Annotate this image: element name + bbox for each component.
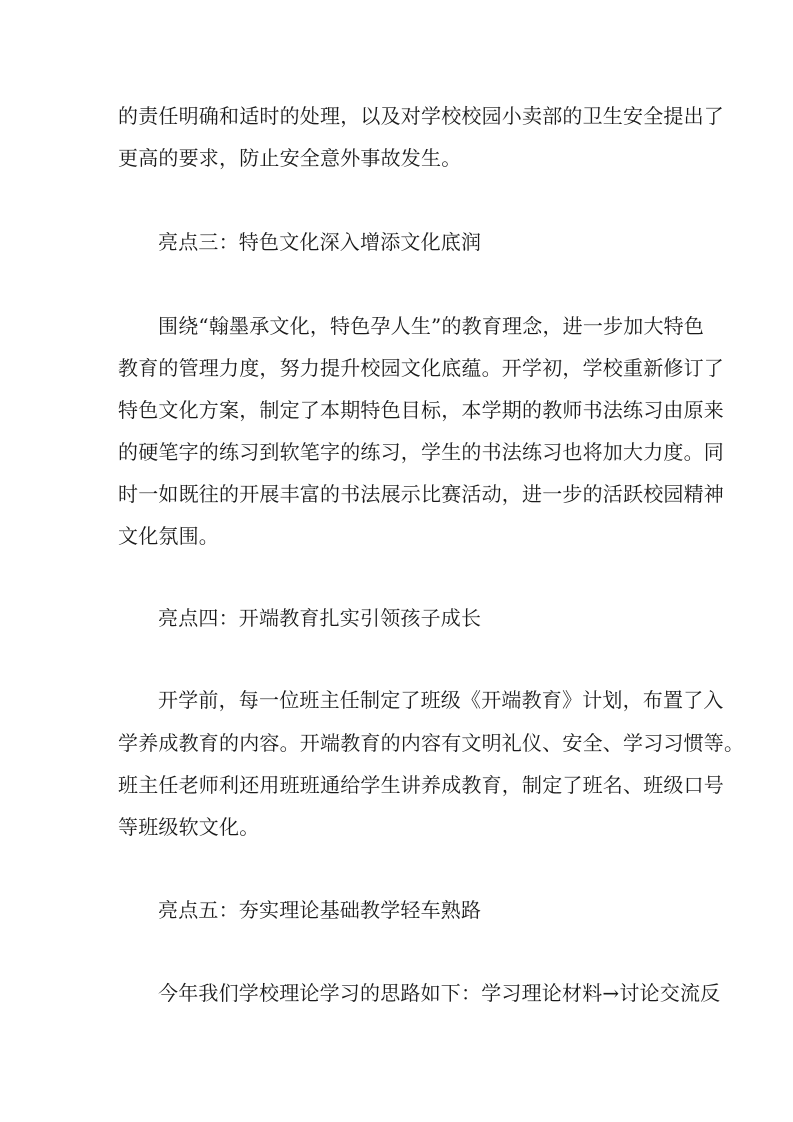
paragraph-line: 文化氛围。 [118, 524, 219, 548]
paragraph-line: 的责任明确和适时的处理，以及对学校校园小卖部的卫生安全提出了 [118, 104, 724, 128]
section-heading-5: 亮点五：夯实理论基础教学轻车熟路 [158, 898, 482, 922]
paragraph-line: 时一如既往的开展丰富的书法展示比赛活动，进一步的活跃校园精神 [118, 482, 724, 506]
paragraph-line: 学养成教育的内容。开端教育的内容有文明礼仪、安全、学习习惯等。 [118, 731, 745, 755]
paragraph-line: 开学前，每一位班主任制定了班级《开端教育》计划，布置了入 [158, 688, 724, 712]
paragraph-line: 的硬笔字的练习到软笔字的练习，学生的书法练习也将加大力度。同 [118, 440, 724, 464]
section-heading-3: 亮点三：特色文化深入增添文化底润 [158, 230, 482, 254]
paragraph-line: 今年我们学校理论学习的思路如下：学习理论材料→讨论交流反 [158, 981, 721, 1005]
paragraph-line: 教育的管理力度，努力提升校园文化底蕴。开学初，学校重新修订了 [118, 356, 724, 380]
paragraph-line: 围绕“翰墨承文化，特色孕人生”的教育理念，进一步加大特色 [158, 314, 705, 338]
paragraph-line: 更高的要求，防止安全意外事故发生。 [118, 146, 462, 170]
paragraph-line: 特色文化方案，制定了本期特色目标，本学期的教师书法练习由原来 [118, 398, 724, 422]
paragraph-line: 等班级软文化。 [118, 815, 260, 839]
paragraph-line: 班主任老师利还用班班通给学生讲养成教育，制定了班名、班级口号 [118, 773, 724, 797]
section-heading-4: 亮点四：开端教育扎实引领孩子成长 [158, 606, 482, 630]
